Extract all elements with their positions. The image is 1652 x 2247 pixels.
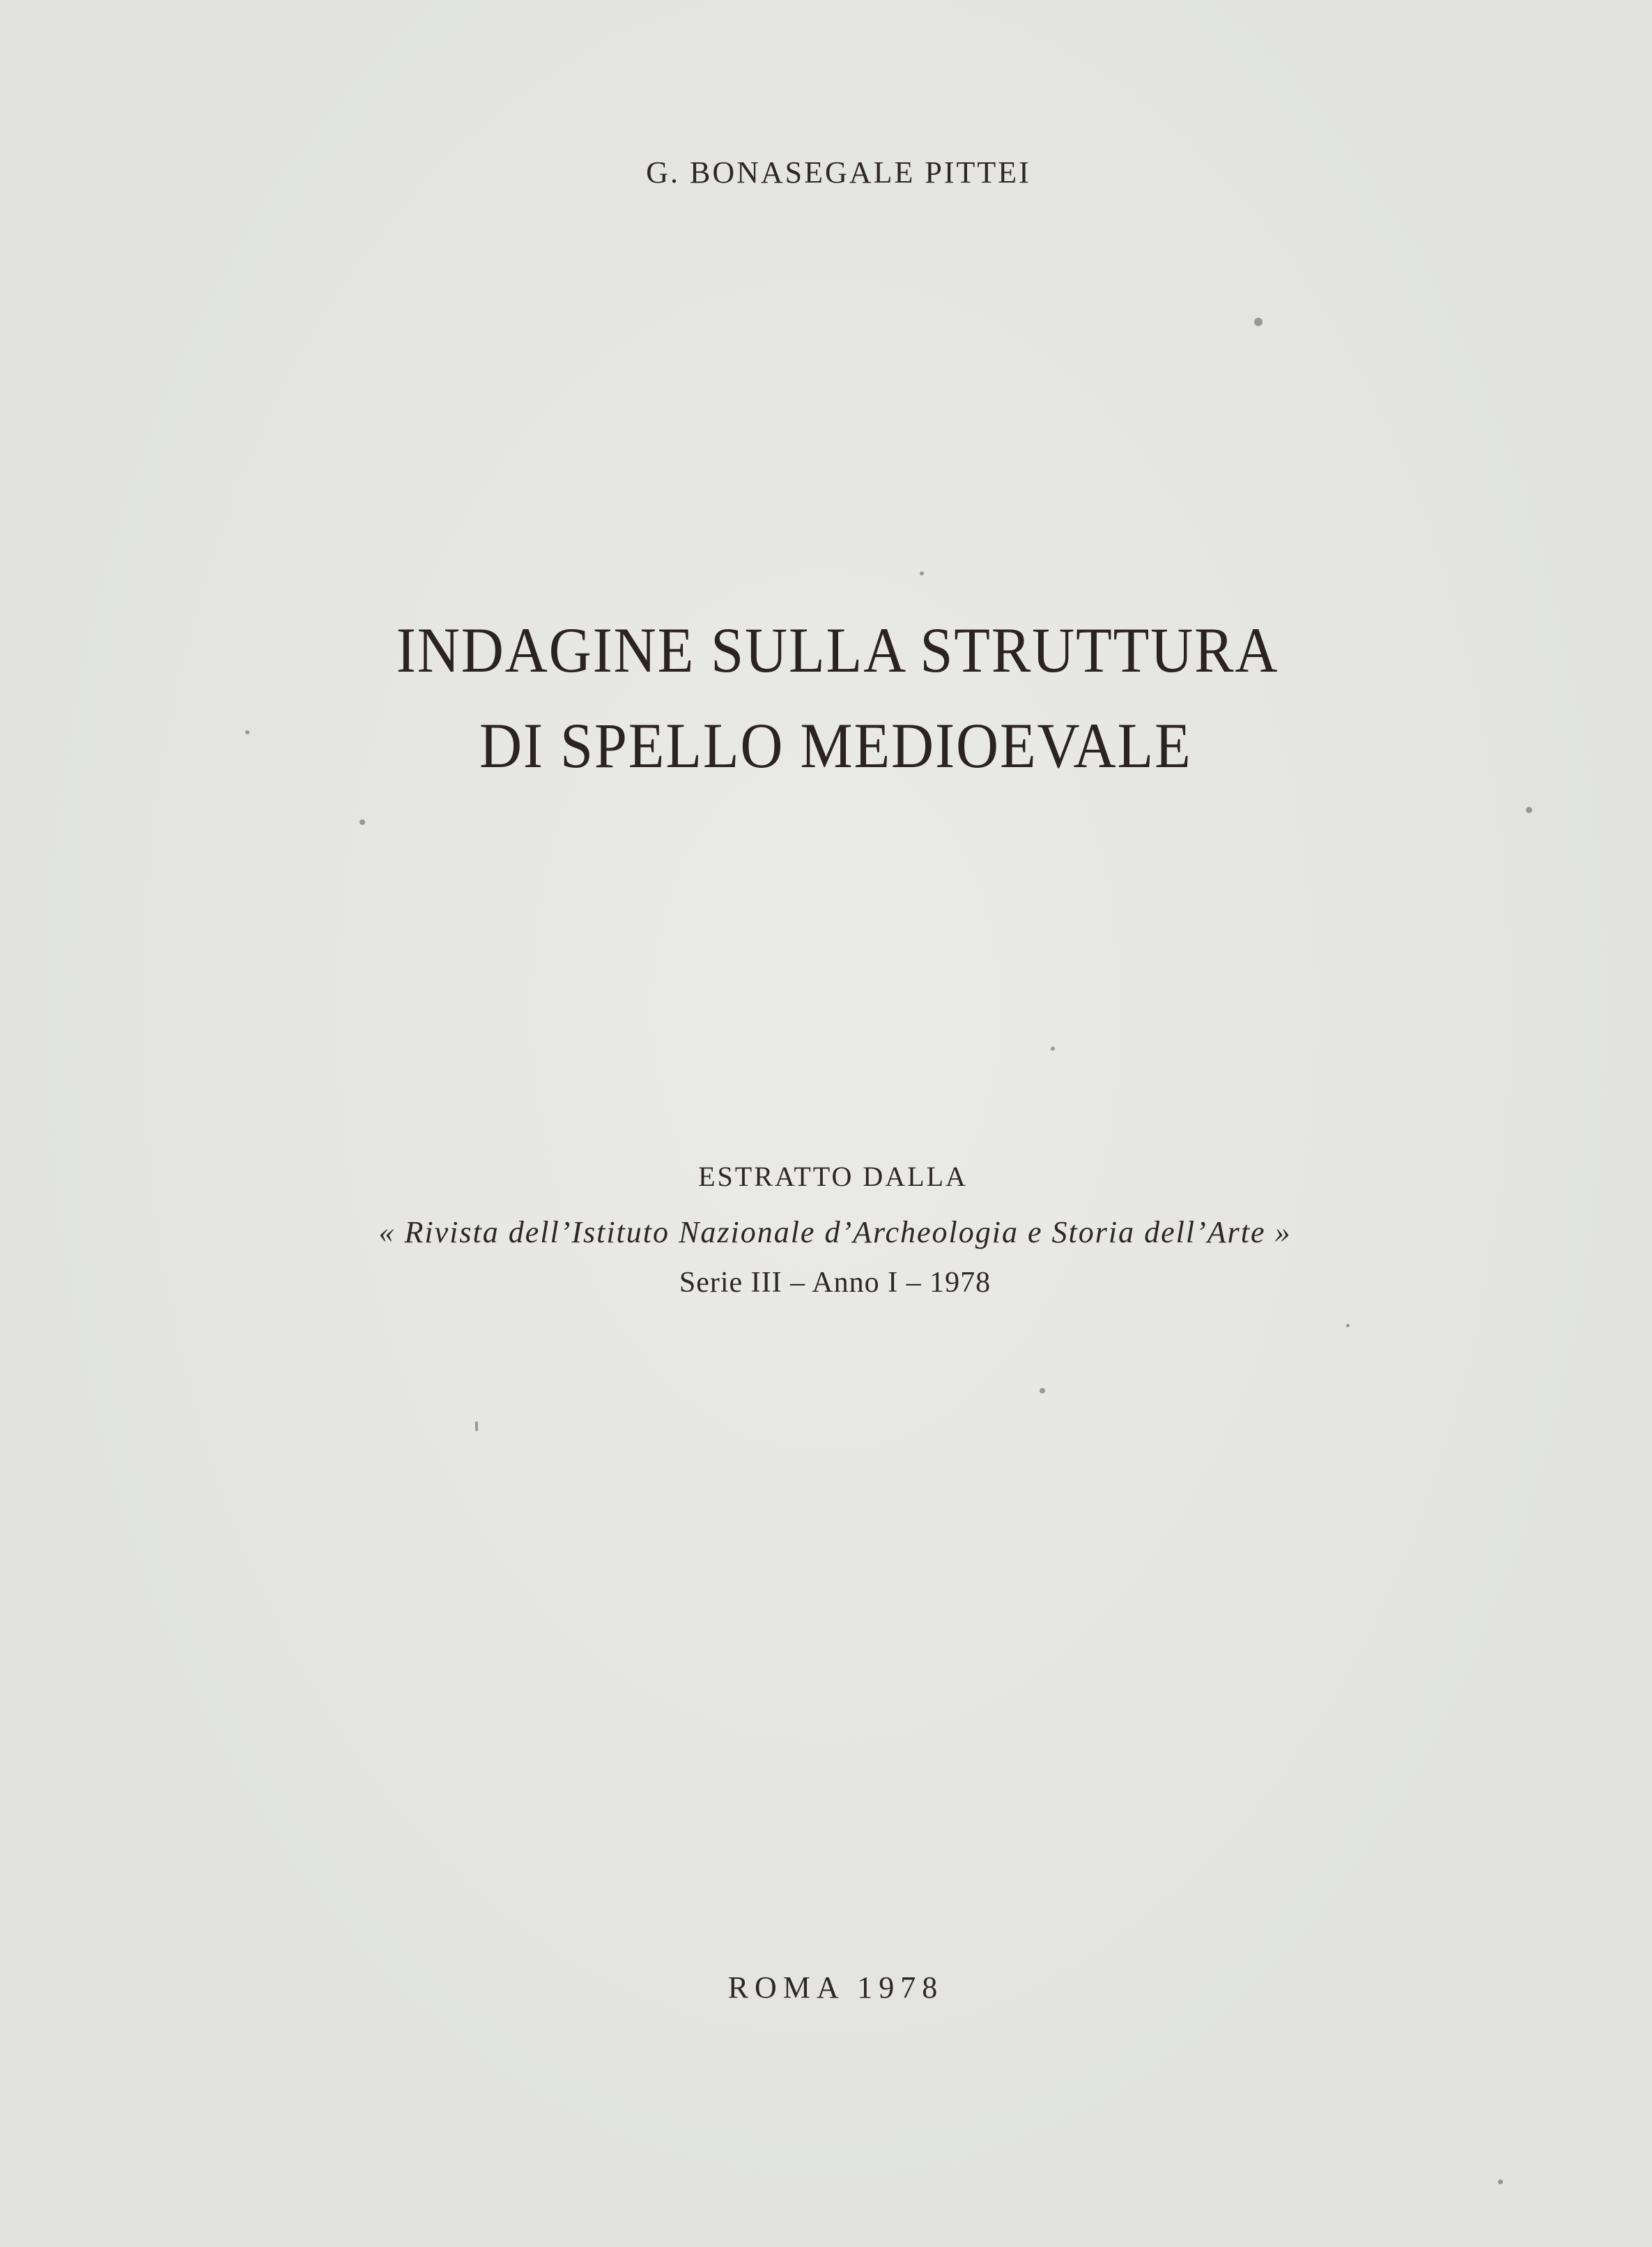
author-name: G. BONASEGALE PITTEI bbox=[646, 155, 1031, 190]
journal-name: « Rivista dell’Istituto Nazionale d’Archeologia e Storia dell’Arte » bbox=[378, 1215, 1292, 1249]
paper-speck bbox=[1526, 807, 1532, 813]
paper-speck bbox=[920, 571, 924, 576]
paper-speck bbox=[1498, 2179, 1503, 2184]
paper-speck bbox=[360, 819, 365, 825]
title-line-1: INDAGINE SULLA STRUTTURA bbox=[396, 615, 1279, 686]
title-line-2: DI SPELLO MEDIOEVALE bbox=[479, 710, 1192, 781]
imprint: ROMA 1978 bbox=[727, 1970, 944, 2005]
paper-speck bbox=[245, 730, 249, 734]
paper-speck bbox=[1040, 1388, 1045, 1393]
series-info: Serie III – Anno I – 1978 bbox=[679, 1267, 991, 1299]
extract-label: ESTRATTO DALLA bbox=[698, 1161, 968, 1192]
paper-speck bbox=[1346, 1324, 1350, 1327]
paper-speck bbox=[475, 1421, 478, 1431]
paper-speck bbox=[1254, 318, 1263, 326]
paper-speck bbox=[1051, 1047, 1055, 1051]
